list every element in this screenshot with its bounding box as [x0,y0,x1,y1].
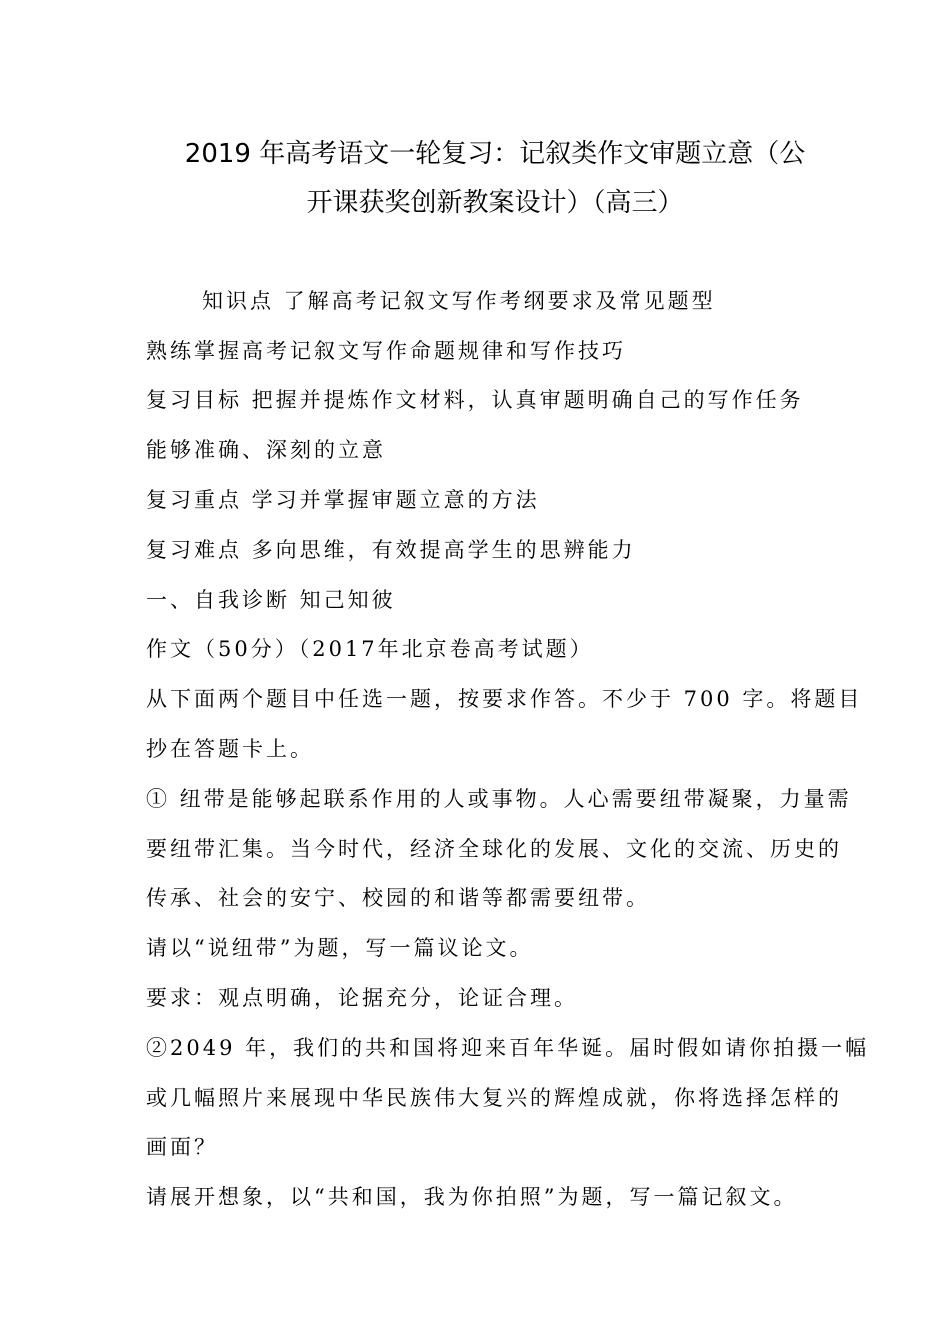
document-title-line-1: 2019 年高考语文一轮复习：记叙类作文审题立意（公 [184,139,806,169]
prompt-one-continued-2: 传承、社会的安宁、校园的和谐等都需要纽带。 [146,886,650,910]
prompt-one-continued: 要纽带汇集。当今时代，经济全球化的发展、文化的交流、历史的 [146,837,842,861]
instruction-continued: 抄在答题卡上。 [146,737,314,761]
knowledge-point-continued: 熟练掌握高考记叙文写作命题规律和写作技巧 [146,339,626,363]
essay-source-line: 作文（50分）（2017年北京卷高考试题） [146,637,594,661]
prompt-two-task: 请展开想象，以“共和国，我为你拍照”为题，写一篇记叙文。 [146,1185,798,1209]
review-goal-continued: 能够准确、深刻的立意 [146,438,386,462]
instruction-line: 从下面两个题目中任选一题，按要求作答。不少于 700 字。将题目 [146,687,863,711]
knowledge-point-line: 知识点 了解高考记叙文写作考纲要求及常见题型 [202,289,716,313]
prompt-one-task: 请以“说纽带”为题，写一篇议论文。 [146,936,534,960]
review-goal-line: 复习目标 把握并提炼作文材料，认真审题明确自己的写作任务 [146,388,804,412]
document-title-line-2: 开课获奖创新教案设计）（高三） [306,188,684,218]
prompt-two-line: ②2049 年，我们的共和国将迎来百年华诞。届时假如请你拍摄一幅 [146,1036,870,1060]
prompt-one-line: ① 纽带是能够起联系作用的人或事物。人心需要纽带凝聚，力量需 [146,787,852,811]
prompt-two-continued-2: 画面？ [146,1135,218,1159]
prompt-two-continued: 或几幅照片来展现中华民族伟大复兴的辉煌成就，你将选择怎样的 [146,1086,842,1110]
review-difficulty-line: 复习难点 多向思维，有效提高学生的思辨能力 [146,538,636,562]
review-focus-line: 复习重点 学习并掌握审题立意的方法 [146,488,540,512]
section-heading: 一、自我诊断 知己知彼 [146,588,396,612]
prompt-one-requirements: 要求：观点明确，论据充分，论证合理。 [146,986,578,1010]
